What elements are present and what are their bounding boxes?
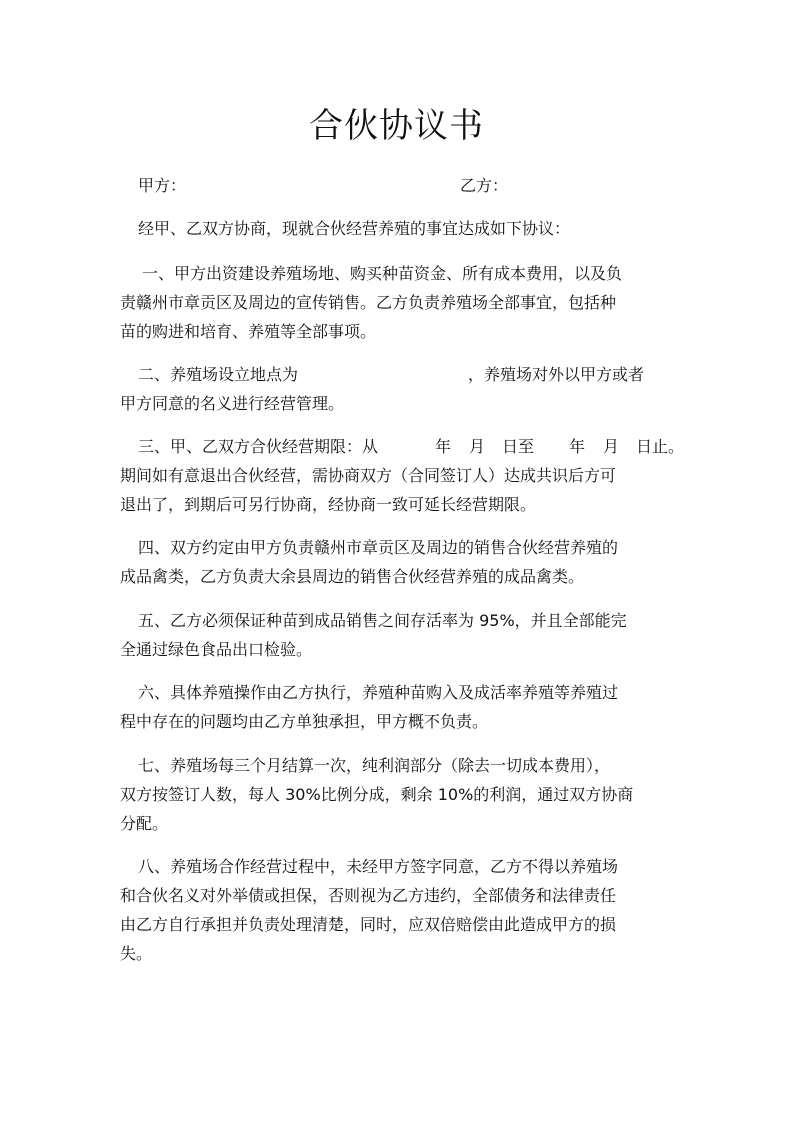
clause-4-line-2: 成品禽类，乙方负责大余县周边的销售合伙经营养殖的成品禽类。	[120, 567, 585, 586]
clause-1-line-3: 苗的购进和培育、养殖等全部事项。	[120, 322, 377, 341]
clause-7-line-1: 七、养殖场每三个月结算一次，纯利润部分（除去一切成本费用），	[138, 756, 611, 775]
clause-6-line-1: 六、具体养殖操作由乙方执行，养殖种苗购入及成活率养殖等养殖过	[138, 683, 619, 702]
party-a-label: 甲方：	[138, 176, 187, 195]
clause-3-month-2: 月	[603, 437, 620, 456]
clause-7-line-3: 分配。	[120, 814, 169, 833]
party-b-label: 乙方：	[460, 176, 509, 195]
document-title: 合伙协议书	[309, 106, 484, 146]
clause-8-line-1: 八、养殖场合作经营过程中，未经甲方签字同意，乙方不得以养殖场	[138, 857, 619, 876]
clause-1-line-2: 责赣州市章贡区及周边的宣传销售。乙方负责养殖场全部事宜，包括种	[120, 293, 617, 312]
clause-3-year-1: 年	[435, 437, 452, 456]
clause-4-line-1: 四、双方约定由甲方负责赣州市章贡区及周边的销售合伙经营养殖的	[138, 538, 619, 557]
clause-7-line-2: 双方按签订人数，每人 30%比例分成，剩余 10%的利润，通过双方协商	[120, 785, 634, 804]
clause-8-line-2: 和合伙名义对外举债或担保，否则视为乙方违约，全部债务和法律责任	[120, 886, 617, 905]
clause-2-line-2: 甲方同意的名义进行经营管理。	[120, 394, 345, 413]
clause-6-line-2: 程中存在的问题均由乙方单独承担，甲方概不负责。	[120, 712, 489, 731]
clause-3-day-2: 日止。	[636, 437, 685, 456]
clause-3-line-2: 期间如有意退出合伙经营，需协商双方（合同签订人）达成共识后方可	[120, 466, 617, 485]
clause-3-line-3: 退出了，到期后可另行协商，经协商一致可延长经营期限。	[120, 495, 537, 514]
clause-5-line-1: 五、乙方必须保证种苗到成品销售之间存活率为 95%，并且全部能完	[138, 611, 627, 630]
clause-8-line-4: 失。	[120, 944, 153, 963]
clause-3-day-1: 日至	[502, 437, 535, 456]
clause-2-line-1-part-2: ，养殖场对外以甲方或者	[468, 365, 645, 384]
clause-1-line-1: 一、甲方出资建设养殖场地、购买种苗资金、所有成本费用，以及负	[142, 264, 623, 283]
clause-8-line-3: 由乙方自行承担并负责处理清楚，同时，应双倍赔偿由此造成甲方的损	[120, 915, 617, 934]
clause-3-year-2: 年	[569, 437, 586, 456]
clause-2-line-1-part-1: 二、养殖场设立地点为	[138, 365, 299, 384]
clause-3-month-1: 月	[469, 437, 486, 456]
intro-paragraph: 经甲、乙双方协商，现就合伙经营养殖的事宜达成如下协议：	[138, 219, 571, 238]
clause-3-line-1-part-1: 三、甲、乙双方合伙经营期限：从	[138, 437, 379, 456]
clause-5-line-2: 全通过绿色食品出口检验。	[120, 640, 313, 659]
